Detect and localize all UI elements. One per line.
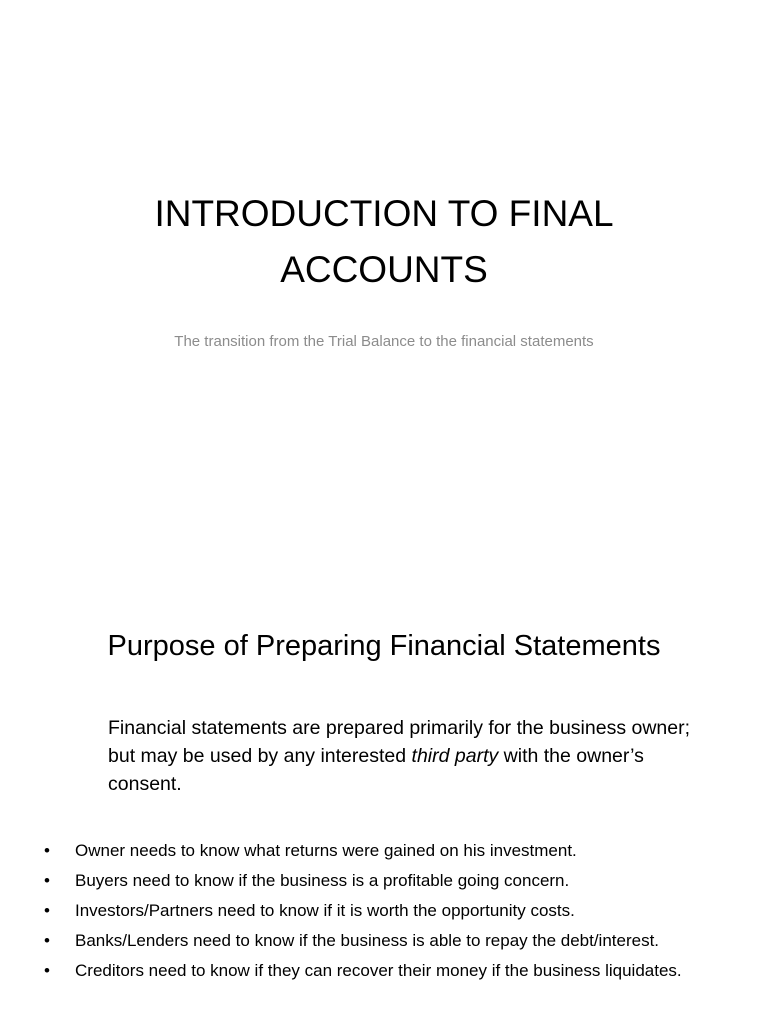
- bullet-item: [44, 898, 724, 925]
- bullet-item: [44, 928, 724, 955]
- intro-paragraph: [108, 714, 718, 798]
- bullet-text: Banks/Lenders need to know if the business is able to repay the debt/interest.: [75, 931, 660, 950]
- bullet-text: Investors/Partners need to know if it is worth the opportunity costs.: [75, 901, 575, 920]
- slide-heading: Purpose of Preparing Financial Statements: [107, 630, 661, 662]
- bullet-dot-icon: •: [44, 871, 50, 890]
- bullet-text: Creditors need to know if they can recover their money if the business liquidates.: [75, 961, 682, 980]
- bullet-text: Owner needs to know what returns were gained on his investment.: [75, 841, 577, 860]
- bullet-item: [44, 868, 724, 895]
- content-slide: [0, 560, 768, 1024]
- bullet-text: Buyers need to know if the business is a profitable going concern.: [75, 871, 570, 890]
- bullet-list: [44, 838, 724, 988]
- intro-emphasis: third party: [411, 745, 499, 767]
- intro-text-after: with the owner’s consent.: [108, 745, 644, 795]
- bullet-item: [44, 838, 724, 865]
- bullet-dot-icon: •: [44, 841, 50, 860]
- bullet-item: [44, 958, 724, 985]
- slide-title: [0, 186, 768, 298]
- bullet-dot-icon: •: [44, 931, 50, 950]
- title-line-2: ACCOUNTS: [280, 249, 488, 290]
- bullet-dot-icon: •: [44, 961, 50, 980]
- intro-text-before: Financial statements are prepared primarily for the business owner; but may be used by any interested: [108, 717, 691, 767]
- slide-subtitle: The transition from the Trial Balance to the financial statements: [174, 333, 594, 350]
- bullet-dot-icon: •: [44, 901, 50, 920]
- title-line-1: INTRODUCTION TO FINAL: [154, 193, 614, 234]
